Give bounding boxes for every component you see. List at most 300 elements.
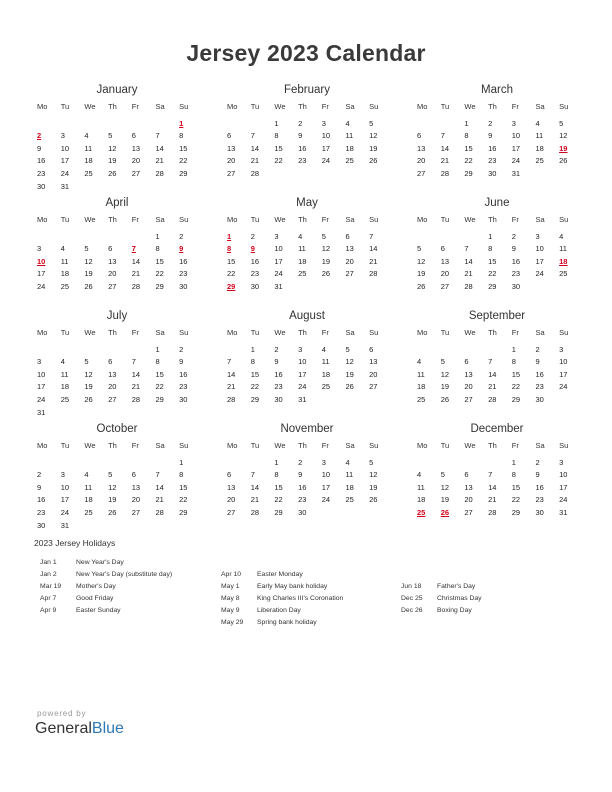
weekday-header: Fr bbox=[321, 102, 329, 111]
holidays-title: 2023 Jersey Holidays bbox=[34, 538, 116, 548]
weekday-header: Mo bbox=[37, 102, 48, 111]
holiday-name: Early May bank holiday bbox=[257, 583, 328, 590]
calendar-day: 5 bbox=[417, 244, 422, 254]
calendar-day: 27 bbox=[464, 394, 473, 404]
calendar-day: 5 bbox=[345, 344, 350, 354]
calendar-day: 12 bbox=[559, 131, 568, 141]
weekday-header: We bbox=[464, 102, 476, 111]
calendar-day: 13 bbox=[108, 256, 117, 266]
calendar-day: 15 bbox=[250, 369, 260, 379]
month-name: August bbox=[289, 310, 325, 322]
calendar-day: 3 bbox=[321, 118, 326, 128]
calendar-day: 8 bbox=[250, 357, 255, 367]
weekday-header: Sa bbox=[345, 102, 355, 111]
calendar-day: 4 bbox=[345, 118, 350, 128]
weekday-header: We bbox=[464, 328, 476, 337]
weekday-header: Fr bbox=[321, 441, 329, 450]
calendar-day: 2 bbox=[298, 118, 303, 128]
calendar-day: 14 bbox=[155, 143, 164, 153]
calendar-day: 21 bbox=[250, 495, 260, 505]
calendar-day: 20 bbox=[345, 256, 354, 266]
calendar-day: 3 bbox=[298, 344, 303, 354]
weekday-header: Sa bbox=[535, 328, 545, 337]
calendar-day: 16 bbox=[37, 156, 46, 166]
calendar-day: 5 bbox=[369, 457, 374, 467]
holiday-row bbox=[40, 605, 172, 617]
empty-day bbox=[129, 344, 153, 357]
holiday-day: 10 bbox=[37, 256, 46, 266]
calendar-day: 5 bbox=[369, 118, 374, 128]
calendar-day: 16 bbox=[37, 495, 46, 505]
calendar-day: 8 bbox=[274, 131, 279, 141]
empty-day bbox=[224, 118, 248, 131]
holiday-name: New Year's Day (substitute day) bbox=[76, 571, 173, 578]
calendar-day: 6 bbox=[440, 244, 445, 254]
holiday-row bbox=[40, 569, 172, 581]
calendar-day: 10 bbox=[60, 143, 70, 153]
calendar-day: 10 bbox=[535, 244, 544, 254]
holiday-date: May 9 bbox=[221, 607, 240, 614]
weekday-header: Sa bbox=[535, 215, 545, 224]
calendar-day: 25 bbox=[321, 382, 331, 392]
calendar-day: 4 bbox=[60, 357, 65, 367]
calendar-day: 1 bbox=[179, 457, 184, 467]
calendar-day: 5 bbox=[84, 357, 89, 367]
empty-day bbox=[34, 231, 58, 244]
calendar-day: 2 bbox=[250, 231, 255, 241]
calendar-day: 22 bbox=[511, 382, 521, 392]
calendar-day: 2 bbox=[511, 231, 516, 241]
calendar-day: 27 bbox=[464, 507, 473, 517]
calendar-day: 13 bbox=[227, 143, 236, 153]
calendar-day: 18 bbox=[417, 382, 426, 392]
calendar-day: 4 bbox=[84, 131, 89, 141]
calendar-day: 23 bbox=[274, 382, 283, 392]
calendar-day: 3 bbox=[535, 231, 540, 241]
weekday-header: Tu bbox=[440, 215, 450, 224]
calendar-day: 24 bbox=[321, 495, 331, 505]
weekday-header: Su bbox=[179, 441, 189, 450]
calendar-day: 10 bbox=[298, 357, 307, 367]
weekday-header: Sa bbox=[345, 441, 355, 450]
calendar-day: 27 bbox=[369, 382, 378, 392]
holiday-day: 8 bbox=[227, 244, 232, 254]
calendar-day: 22 bbox=[274, 156, 283, 166]
weekday-header: Fr bbox=[131, 215, 139, 224]
calendar-day: 19 bbox=[84, 269, 93, 279]
calendar-day: 31 bbox=[37, 407, 46, 417]
calendar-day: 7 bbox=[131, 357, 136, 367]
calendar-day: 30 bbox=[37, 181, 46, 191]
calendar-day: 13 bbox=[227, 482, 236, 492]
calendar-day: 28 bbox=[250, 168, 260, 178]
calendar-day: 28 bbox=[464, 281, 473, 291]
calendar-day: 1 bbox=[250, 344, 255, 354]
calendar-day: 22 bbox=[464, 156, 473, 166]
calendar-day: 15 bbox=[179, 482, 188, 492]
calendar-day: 12 bbox=[417, 256, 426, 266]
calendar-day: 28 bbox=[488, 507, 497, 517]
calendar-day: 11 bbox=[345, 131, 354, 141]
holiday-day: 9 bbox=[179, 244, 184, 254]
calendar-day: 5 bbox=[559, 118, 564, 128]
calendar-day: 23 bbox=[37, 507, 46, 517]
empty-day bbox=[81, 231, 105, 244]
empty-day bbox=[105, 457, 129, 470]
empty-day bbox=[81, 457, 105, 470]
calendar-day: 29 bbox=[464, 168, 473, 178]
weekday-header: We bbox=[84, 328, 96, 337]
logo-blue: Blue bbox=[91, 720, 124, 737]
calendar-day: 23 bbox=[250, 269, 260, 279]
calendar-day: 25 bbox=[84, 168, 93, 178]
calendar-day: 21 bbox=[488, 382, 497, 392]
calendar-day: 16 bbox=[298, 143, 307, 153]
calendar-day: 27 bbox=[345, 269, 354, 279]
calendar-day: 24 bbox=[535, 269, 544, 279]
calendar-day: 3 bbox=[37, 244, 42, 254]
holiday-list-column-2 bbox=[221, 569, 343, 629]
month-name: October bbox=[96, 423, 138, 435]
holiday-date: Jan 2 bbox=[40, 571, 57, 578]
month-july bbox=[34, 308, 200, 421]
empty-day bbox=[224, 344, 248, 357]
calendar-day: 6 bbox=[345, 231, 350, 241]
calendar-day: 5 bbox=[108, 131, 113, 141]
calendar-day: 14 bbox=[440, 143, 450, 153]
calendar-day: 31 bbox=[511, 168, 521, 178]
calendar-day: 24 bbox=[321, 156, 331, 166]
month-name: February bbox=[283, 84, 331, 96]
month-day-grid bbox=[224, 440, 390, 520]
holiday-day: 29 bbox=[227, 281, 236, 291]
weekday-header: Th bbox=[298, 215, 307, 224]
weekday-header: Sa bbox=[155, 215, 165, 224]
weekday-header: Tu bbox=[250, 215, 260, 224]
holiday-list-column-3 bbox=[401, 581, 482, 617]
calendar-day: 7 bbox=[488, 357, 493, 367]
empty-day bbox=[105, 344, 129, 357]
calendar-day: 14 bbox=[488, 482, 497, 492]
calendar-day: 23 bbox=[488, 156, 497, 166]
calendar-day: 30 bbox=[535, 394, 544, 404]
calendar-day: 5 bbox=[108, 470, 113, 480]
calendar-day: 3 bbox=[559, 344, 564, 354]
calendar-day: 21 bbox=[131, 382, 141, 392]
calendar-day: 2 bbox=[488, 118, 493, 128]
month-day-grid bbox=[414, 101, 580, 181]
calendar-day: 3 bbox=[274, 231, 279, 241]
weekday-header: Mo bbox=[37, 328, 48, 337]
calendar-day: 24 bbox=[60, 507, 70, 517]
calendar-day: 28 bbox=[131, 394, 141, 404]
calendar-day: 10 bbox=[321, 131, 331, 141]
month-day-grid bbox=[224, 327, 390, 407]
empty-day bbox=[461, 344, 485, 357]
calendar-day: 2 bbox=[179, 344, 184, 354]
calendar-day: 17 bbox=[298, 369, 307, 379]
calendar-day: 30 bbox=[274, 394, 283, 404]
calendar-day: 7 bbox=[155, 470, 160, 480]
calendar-day: 20 bbox=[369, 369, 378, 379]
calendar-day: 19 bbox=[440, 495, 450, 505]
calendar-day: 16 bbox=[274, 369, 283, 379]
holiday-day: 1 bbox=[227, 231, 232, 241]
calendar-day: 13 bbox=[464, 369, 473, 379]
calendar-day: 11 bbox=[345, 470, 354, 480]
calendar-day: 24 bbox=[559, 495, 568, 505]
calendar-day: 6 bbox=[131, 131, 136, 141]
calendar-day: 25 bbox=[535, 156, 544, 166]
calendar-day: 23 bbox=[179, 382, 188, 392]
holiday-row bbox=[401, 605, 482, 617]
calendar-day: 1 bbox=[274, 118, 279, 128]
calendar-day: 6 bbox=[227, 131, 232, 141]
weekday-header: We bbox=[274, 328, 286, 337]
calendar-day: 31 bbox=[559, 507, 568, 517]
weekday-header: Mo bbox=[227, 441, 238, 450]
calendar-day: 28 bbox=[440, 168, 450, 178]
calendar-day: 29 bbox=[250, 394, 260, 404]
empty-day bbox=[58, 231, 82, 244]
empty-day bbox=[414, 231, 438, 244]
calendar-day: 14 bbox=[488, 369, 497, 379]
calendar-day: 15 bbox=[155, 369, 164, 379]
weekday-header: Tu bbox=[440, 102, 450, 111]
calendar-day: 30 bbox=[298, 507, 307, 517]
calendar-day: 29 bbox=[179, 507, 188, 517]
weekday-header: Tu bbox=[250, 102, 260, 111]
holiday-row bbox=[221, 569, 343, 581]
calendar-day: 14 bbox=[155, 482, 164, 492]
calendar-day: 8 bbox=[179, 131, 184, 141]
holiday-row bbox=[221, 617, 343, 629]
weekday-header: Th bbox=[488, 102, 497, 111]
weekday-header: Th bbox=[488, 328, 497, 337]
holiday-day: 1 bbox=[179, 118, 184, 128]
calendar-day: 9 bbox=[488, 131, 493, 141]
calendar-day: 6 bbox=[108, 244, 113, 254]
calendar-day: 26 bbox=[108, 507, 117, 517]
calendar-day: 7 bbox=[488, 470, 493, 480]
weekday-header: Mo bbox=[417, 328, 428, 337]
month-day-grid bbox=[34, 101, 200, 193]
calendar-day: 17 bbox=[559, 369, 568, 379]
calendar-day: 2 bbox=[298, 457, 303, 467]
calendar-day: 1 bbox=[511, 344, 516, 354]
calendar-day: 2 bbox=[274, 344, 279, 354]
empty-day bbox=[34, 457, 58, 470]
calendar-day: 10 bbox=[60, 482, 70, 492]
calendar-day: 22 bbox=[511, 495, 521, 505]
calendar-day: 23 bbox=[179, 269, 188, 279]
calendar-day: 29 bbox=[179, 168, 188, 178]
calendar-day: 25 bbox=[60, 281, 70, 291]
calendar-day: 1 bbox=[488, 231, 493, 241]
calendar-day: 1 bbox=[155, 231, 160, 241]
calendar-day: 20 bbox=[464, 382, 473, 392]
calendar-day: 15 bbox=[488, 256, 497, 266]
weekday-header: Tu bbox=[60, 102, 70, 111]
calendar-day: 21 bbox=[488, 495, 497, 505]
month-name: July bbox=[106, 310, 128, 322]
calendar-day: 15 bbox=[511, 369, 521, 379]
month-march bbox=[414, 82, 580, 195]
calendar-day: 12 bbox=[369, 131, 378, 141]
holiday-date: Jun 18 bbox=[401, 583, 422, 590]
holiday-day: 25 bbox=[417, 507, 426, 517]
calendar-day: 19 bbox=[417, 269, 426, 279]
calendar-day: 26 bbox=[369, 495, 378, 505]
calendar-day: 26 bbox=[417, 281, 426, 291]
calendar-day: 18 bbox=[298, 256, 307, 266]
calendar-day: 21 bbox=[227, 382, 236, 392]
holiday-row bbox=[221, 581, 343, 593]
calendar-day: 3 bbox=[321, 457, 326, 467]
holiday-day: 9 bbox=[250, 244, 255, 254]
weekday-header: Th bbox=[298, 328, 307, 337]
holiday-name: Christmas Day bbox=[437, 595, 482, 602]
calendar-day: 30 bbox=[179, 394, 188, 404]
calendar-day: 27 bbox=[440, 281, 450, 291]
calendar-day: 12 bbox=[440, 369, 450, 379]
month-name: December bbox=[470, 423, 524, 435]
calendar-day: 17 bbox=[321, 143, 331, 153]
calendar-day: 19 bbox=[345, 369, 354, 379]
calendar-day: 29 bbox=[488, 281, 497, 291]
weekday-header: Tu bbox=[440, 328, 450, 337]
month-january bbox=[34, 82, 200, 195]
calendar-day: 28 bbox=[155, 168, 164, 178]
calendar-day: 18 bbox=[60, 382, 70, 392]
month-name: September bbox=[468, 310, 526, 322]
calendar-day: 7 bbox=[464, 244, 469, 254]
empty-day bbox=[81, 344, 105, 357]
weekday-header: Th bbox=[488, 441, 497, 450]
weekday-header: Fr bbox=[321, 215, 329, 224]
calendar-day: 14 bbox=[250, 482, 260, 492]
calendar-day: 13 bbox=[345, 244, 354, 254]
calendar-day: 12 bbox=[108, 482, 117, 492]
calendar-day: 28 bbox=[131, 281, 141, 291]
calendar-day: 1 bbox=[274, 457, 279, 467]
month-october bbox=[34, 421, 200, 534]
calendar-day: 8 bbox=[511, 357, 516, 367]
calendar-day: 27 bbox=[131, 168, 141, 178]
calendar-day: 6 bbox=[227, 470, 232, 480]
calendar-day: 15 bbox=[274, 482, 283, 492]
calendar-day: 20 bbox=[464, 495, 473, 505]
month-day-grid bbox=[414, 327, 580, 407]
calendar-day: 22 bbox=[227, 269, 236, 279]
months-grid bbox=[34, 82, 582, 534]
holiday-date: Apr 9 bbox=[40, 607, 57, 614]
empty-day bbox=[58, 457, 82, 470]
calendar-day: 2 bbox=[535, 344, 540, 354]
weekday-header: Mo bbox=[37, 441, 48, 450]
holiday-date: May 1 bbox=[221, 583, 240, 590]
calendar-day: 21 bbox=[155, 156, 164, 166]
calendar-day: 11 bbox=[60, 256, 69, 266]
empty-day bbox=[152, 457, 176, 470]
calendar-day: 8 bbox=[179, 470, 184, 480]
calendar-day: 4 bbox=[298, 231, 303, 241]
calendar-day: 18 bbox=[321, 369, 331, 379]
weekday-header: Th bbox=[108, 102, 117, 111]
calendar-day: 12 bbox=[345, 357, 354, 367]
weekday-header: We bbox=[464, 215, 476, 224]
weekday-header: Fr bbox=[511, 441, 519, 450]
calendar-day: 27 bbox=[108, 394, 117, 404]
calendar-day: 14 bbox=[227, 369, 236, 379]
calendar-day: 2 bbox=[179, 231, 184, 241]
holiday-name: Easter Monday bbox=[257, 571, 303, 578]
calendar-day: 10 bbox=[511, 131, 521, 141]
holiday-date: Dec 26 bbox=[401, 607, 423, 614]
calendar-day: 19 bbox=[369, 482, 378, 492]
calendar-day: 30 bbox=[488, 168, 497, 178]
calendar-day: 20 bbox=[131, 495, 141, 505]
generalblue-logo[interactable] bbox=[35, 720, 124, 738]
calendar-day: 16 bbox=[511, 256, 521, 266]
empty-day bbox=[58, 344, 82, 357]
month-name: April bbox=[105, 197, 129, 209]
calendar-day: 1 bbox=[511, 457, 516, 467]
calendar-day: 11 bbox=[60, 369, 69, 379]
calendar-day: 21 bbox=[464, 269, 473, 279]
weekday-header: Mo bbox=[37, 215, 48, 224]
weekday-header: We bbox=[464, 441, 476, 450]
calendar-day: 23 bbox=[535, 495, 544, 505]
weekday-header: We bbox=[274, 441, 286, 450]
calendar-day: 22 bbox=[155, 382, 164, 392]
calendar-day: 15 bbox=[227, 256, 236, 266]
holiday-name: Easter Sunday bbox=[76, 607, 121, 614]
empty-day bbox=[58, 118, 82, 131]
calendar-day: 13 bbox=[417, 143, 426, 153]
calendar-day: 25 bbox=[345, 495, 354, 505]
calendar-day: 28 bbox=[488, 394, 497, 404]
calendar-day: 6 bbox=[464, 470, 469, 480]
holiday-row bbox=[40, 557, 172, 569]
calendar-day: 12 bbox=[369, 470, 378, 480]
calendar-day: 19 bbox=[108, 495, 117, 505]
calendar-day: 6 bbox=[131, 470, 136, 480]
calendar-day: 27 bbox=[227, 507, 236, 517]
calendar-day: 31 bbox=[274, 281, 283, 291]
calendar-day: 1 bbox=[155, 344, 160, 354]
calendar-day: 17 bbox=[60, 156, 70, 166]
holiday-row bbox=[40, 581, 172, 593]
calendar-day: 17 bbox=[535, 256, 544, 266]
calendar-day: 24 bbox=[274, 269, 283, 279]
empty-day bbox=[248, 118, 272, 131]
empty-day bbox=[105, 118, 129, 131]
weekday-header: Su bbox=[369, 328, 379, 337]
calendar-day: 31 bbox=[60, 181, 70, 191]
calendar-day: 3 bbox=[511, 118, 516, 128]
calendar-day: 8 bbox=[155, 244, 160, 254]
calendar-day: 18 bbox=[417, 495, 426, 505]
calendar-day: 7 bbox=[369, 231, 374, 241]
month-day-grid bbox=[34, 440, 200, 532]
month-day-grid bbox=[414, 440, 580, 520]
calendar-day: 7 bbox=[155, 131, 160, 141]
calendar-day: 22 bbox=[274, 495, 283, 505]
calendar-day: 29 bbox=[274, 507, 283, 517]
weekday-header: Mo bbox=[417, 441, 428, 450]
holiday-name: King Charles III's Coronation bbox=[257, 595, 344, 602]
